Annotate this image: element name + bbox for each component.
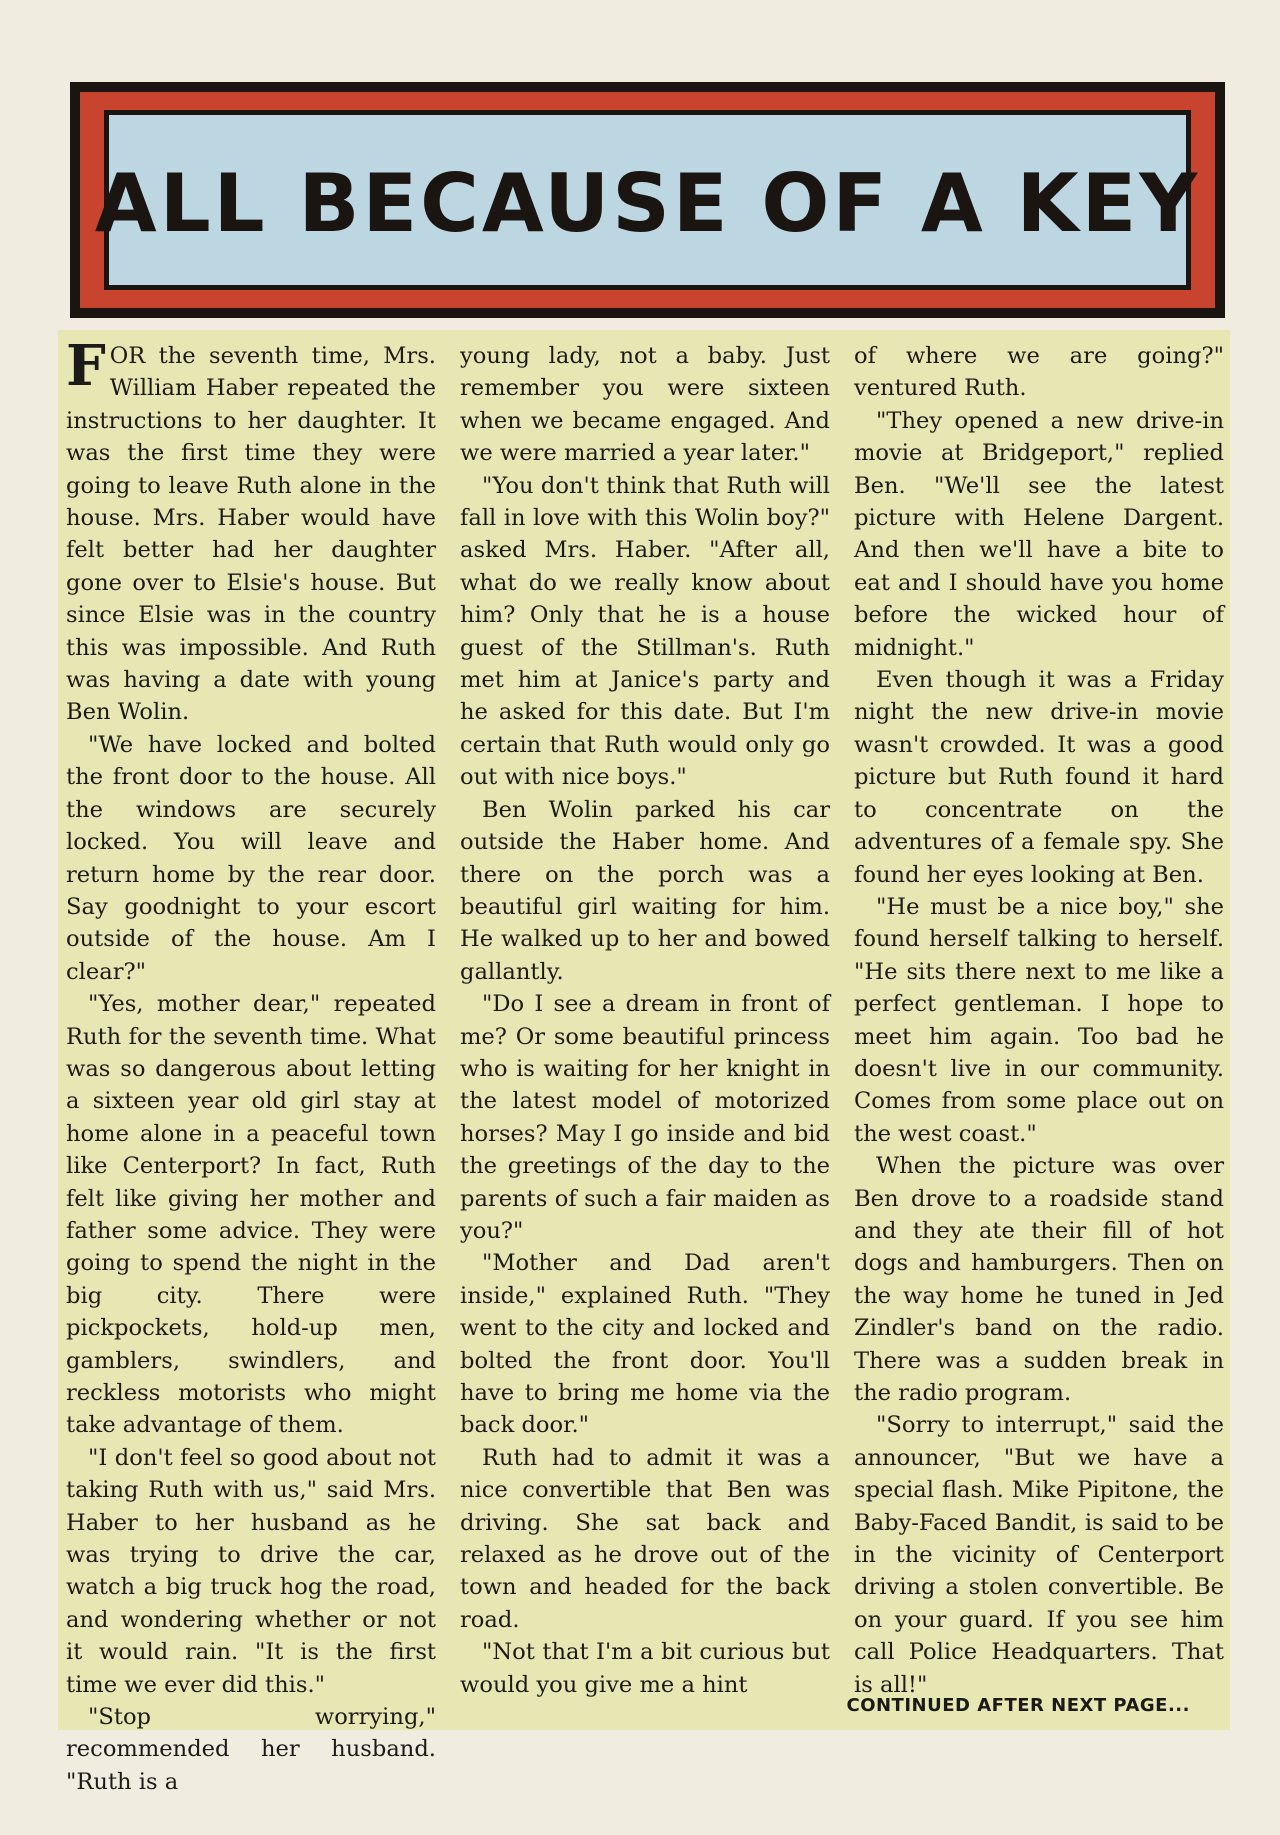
paragraph: "You don't think that Ruth will fall in love with this Wolin boy?" asked Mrs. Haber. "After all, what do we really know about him? Only that he is a house guest of the Stillman's. Ruth met him at Janice's party and he asked for this date. But I'm certain that Ruth would only go out with nice boys." — [460, 472, 830, 791]
title-banner — [70, 82, 1225, 318]
story-body — [58, 330, 1230, 1795]
paragraph: "Do I see a dream in front of me? Or some beautiful princess who is waiting for her knight in the latest model of motorized horses? May I go inside and bid the greetings of the day to the parents of such a fair maiden as you?" — [460, 991, 830, 1244]
paragraph: "He must be a nice boy," she found herself talking to herself. "He sits there next to me like a perfect gentleman. I hope to meet him again. Too bad he doesn't live in our community. Comes from some place out on the west coast." — [854, 893, 1224, 1147]
story-title: ALL BECAUSE OF A KEY — [94, 156, 1201, 250]
paragraph: of where we are going?" ventured Ruth. — [854, 343, 1224, 402]
column-left — [66, 333, 436, 1798]
paragraph: Ruth had to admit it was a nice convertible that Ben was driving. She sat back and relaxed as he drove out of the town and headed for the back road. — [460, 1444, 830, 1633]
paragraph: Even though it was a Friday night the new drive-in movie wasn't crowded. It was a good picture but Ruth found it hard to concentrate on the adventures of a female spy. She found her eyes looking at Ben. — [854, 667, 1224, 888]
title-panel — [94, 110, 1201, 290]
paragraph-text: OR the seventh time, Mrs. William Haber repeated the instructions to her daughter. It was the first time they were going to leave Ruth alone in the house. Mrs. Haber would have felt better had her daughter gone over to Elsie's house. But since Elsie was in the country this was impossible. And Ruth was having a date with young Ben Wolin. — [66, 343, 436, 726]
paragraph: "Stop worrying," recommended her husband. "Ruth is a — [66, 1704, 436, 1795]
paragraph: "We have locked and bolted the front door to the house. All the windows are securely locked. You will leave and return home by the rear door. Say goodnight to your escort outside of the house. Am I clear?" — [66, 731, 436, 985]
paragraph: Ben Wolin parked his car outside the Haber home. And there on the porch was a beautiful girl waiting for him. He walked up to her and bowed gallantly. — [460, 796, 830, 985]
column-middle — [460, 340, 830, 1701]
paragraph: "I don't feel so good about not taking Ruth with us," said Mrs. Haber to her husband as he was trying to drive the car, watch a big truck hog the road, and wondering whether or not it would rain. "It is the first time we ever did this." — [66, 1444, 436, 1698]
paragraph: "Not that I'm a bit curious but would you give me a hint — [460, 1639, 830, 1698]
column-right — [854, 340, 1224, 1701]
paragraph: "Yes, mother dear," repeated Ruth for the seventh time. What was so dangerous about letting a sixteen year old girl stay at home alone in a peaceful town like Centerport? In fact, Ruth felt like giving her mother and father some advice. They were going to spend the night in the big city. There were pickpockets, hold-up men, gamblers, swindlers, and reckless motorists who might take advantage of them. — [66, 991, 436, 1439]
paragraph — [66, 333, 436, 729]
paragraph: "Sorry to interrupt," said the announcer, "But we have a special flash. Mike Pipitone, the Baby-Faced Bandit, is said to be in the vicinity of Centerport driving a stolen convertible. Be on your guard. If you see him call Police Headquarters. That is all!" — [854, 1412, 1224, 1698]
paragraph: "They opened a new drive-in movie at Bridgeport," replied Ben. "We'll see the latest picture with Helene Dargent. And then we'll have a bite to eat and I should have you home before the wicked hour of midnight." — [854, 407, 1224, 661]
drop-cap: F — [66, 333, 106, 399]
paragraph: When the picture was over Ben drove to a roadside stand and they ate their fill of hot dogs and hamburgers. Then on the way home he tuned in Jed Zindler's band on the radio. There was a sudden break in the radio program. — [854, 1153, 1224, 1406]
paragraph: young lady, not a baby. Just remember you were sixteen when we became engaged. And we were married a year later." — [460, 343, 830, 467]
continued-note: CONTINUED AFTER NEXT PAGE... — [846, 1695, 1190, 1716]
paragraph: "Mother and Dad aren't inside," explained Ruth. "They went to the city and locked and bolted the front door. You'll have to bring me home via the back door." — [460, 1250, 830, 1439]
